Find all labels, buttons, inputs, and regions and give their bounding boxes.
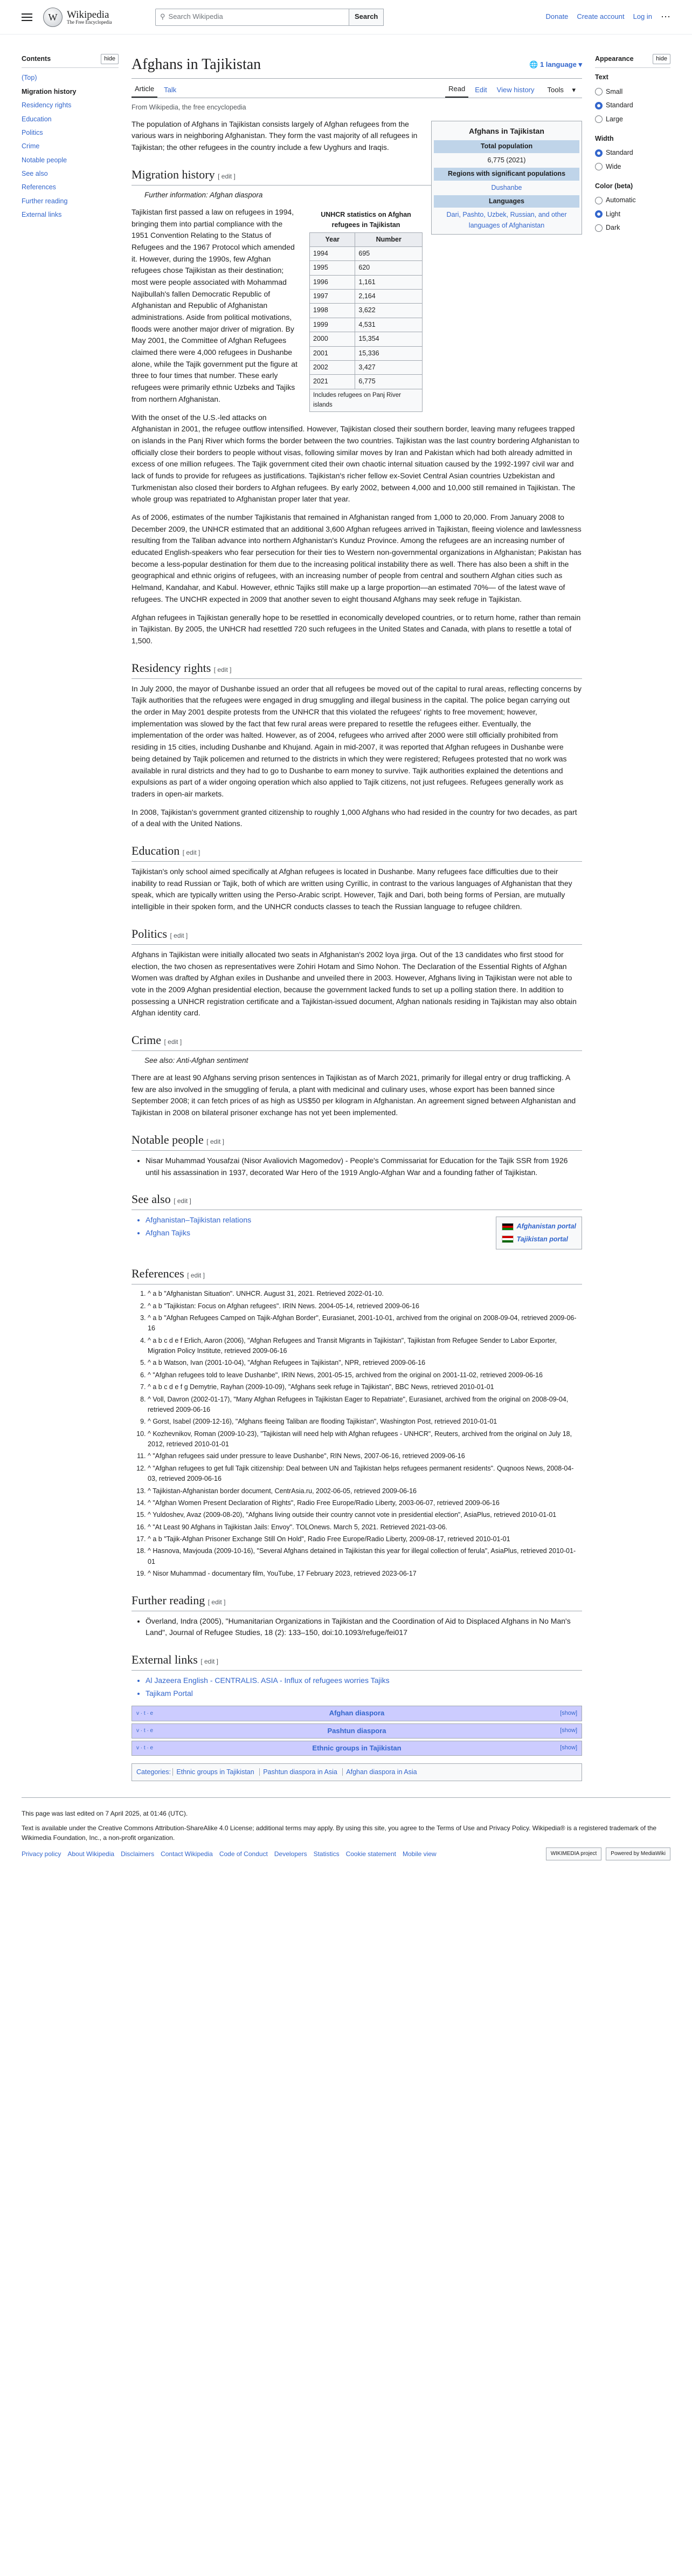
navbox-vte[interactable]: v · t · e xyxy=(136,1745,154,1751)
site-header xyxy=(0,0,692,35)
wikimedia-badge[interactable]: WIKIMEDIA project xyxy=(546,1847,602,1860)
reference-item: 1. ^ a b "Afghanistan Situation". UNHCR. August 31, 2021. Retrieved 2022-01-10. xyxy=(148,1289,582,1299)
section-heading-further xyxy=(132,1591,582,1611)
afghanistan-flag-icon xyxy=(502,1223,514,1231)
reference-item: 15. ^ Yuldoshev, Avaz (2009-08-20), "Afghans living outside their country cannot vote in presidential election", AsiaPlus, retrieved 2010-01-01 xyxy=(148,1510,582,1520)
appearance-hide-button[interactable]: hide xyxy=(653,54,670,64)
toc-item-migration[interactable]: Migration history xyxy=(22,87,77,95)
radio-selected-icon xyxy=(595,210,603,218)
year-cell: 2000 xyxy=(310,332,355,346)
number-cell: 3,427 xyxy=(355,360,423,374)
tajikistan-flag-icon xyxy=(502,1235,514,1243)
radio-icon xyxy=(595,88,603,95)
lead-paragraph: The population of Afghans in Tajikistan consists largely of Afghan refugees from the various wars in neighboring Afghanistan. They form the vast majority of all refugees in Tajikistan; the other refugees in the country include a few Uyghurs and Iraqis. xyxy=(132,119,418,152)
section-heading-external xyxy=(132,1651,582,1671)
external-link[interactable]: • Al Jazeera English - CENTRALIS. ASIA - Influx of refugees worries Tajiks xyxy=(146,1675,582,1687)
year-cell: 2021 xyxy=(310,375,355,389)
radio-small[interactable] xyxy=(595,85,670,99)
page-title: Afghans in Tajikistan xyxy=(132,56,261,73)
portal-link[interactable]: Tajikistan portal xyxy=(516,1235,568,1243)
radio-label: Small xyxy=(606,87,623,95)
edit-section-link[interactable]: [ edit ] xyxy=(200,1658,218,1666)
infobox-header: Languages xyxy=(434,195,579,208)
footer-link[interactable]: Contact Wikipedia xyxy=(161,1850,213,1858)
edit-section-link[interactable]: [ edit ] xyxy=(164,1038,182,1046)
toc-item-references[interactable]: References xyxy=(22,183,56,191)
edit-section-link[interactable]: [ edit ] xyxy=(207,1598,226,1606)
radio-color-light[interactable] xyxy=(595,208,670,221)
table-row xyxy=(310,290,423,304)
heading-text: Education xyxy=(132,843,180,857)
radio-label: Standard xyxy=(606,101,633,109)
hatnote: Further information: Afghan diaspora xyxy=(144,190,263,199)
language-count: 1 language xyxy=(539,60,577,68)
year-cell: 2001 xyxy=(310,346,355,360)
portal-box xyxy=(496,1217,582,1249)
search-input[interactable] xyxy=(155,9,349,26)
tab-tools[interactable]: Tools ▾ xyxy=(541,83,579,98)
page-tabs xyxy=(132,82,582,98)
wikipedia-logo[interactable] xyxy=(43,8,146,27)
table-row xyxy=(310,360,423,374)
footer-link[interactable]: Privacy policy xyxy=(22,1850,61,1858)
number-cell: 2,164 xyxy=(355,290,423,304)
toc-item-crime[interactable]: Crime xyxy=(22,142,40,150)
number-cell: 15,336 xyxy=(355,346,423,360)
navbox-afghan-diaspora xyxy=(132,1706,582,1721)
search-icon: ⚲ xyxy=(160,12,165,21)
list-item: • Överland, Indra (2005), "Humanitarian Organizations in Tajikistan and the Coordination of Aid to Displaced Afghans in No Man's Land", Journal of Refugee Studies, 18 (2): 133–150, doi:10.1093/refuge/fei017 xyxy=(146,1616,582,1639)
radio-icon xyxy=(595,197,603,204)
radio-icon xyxy=(595,163,603,170)
radio-label: Dark xyxy=(606,224,620,232)
edit-section-link[interactable]: [ edit ] xyxy=(218,172,236,180)
radio-width-standard[interactable] xyxy=(595,146,670,160)
year-cell: 1995 xyxy=(310,261,355,275)
column-header: Year xyxy=(310,232,355,246)
navbox-show-button[interactable]: [show] xyxy=(560,1744,577,1751)
article-content xyxy=(119,35,595,1797)
year-cell: 1998 xyxy=(310,304,355,318)
tab-read[interactable]: Read xyxy=(445,81,468,98)
toc-item-residency[interactable]: Residency rights xyxy=(22,101,72,109)
edit-section-link[interactable]: [ edit ] xyxy=(170,931,188,939)
paragraph: There are at least 90 Afghans serving prison sentences in Tajikistan as of March 2021, primarily for illegal entry or drug trafficking. A few are also involved in the smuggling of ferula, a plant with medicinal and culinary uses, whose export has been banned since September 2008; it can fetch prices of as high as US$50 per kilogram in Afghanistan. An agreement signed between Afghanistan and Tajikistan in 2008 on bilateral prisoner exchange has not yet been implemented. xyxy=(132,1073,576,1117)
reference-item: 14. ^ "Afghan Women Present Declaration of Rights", Radio Free Europe/Radio Liberty, 2003-06-07, retrieved 2009-06-16 xyxy=(148,1498,582,1508)
navbox-show-button[interactable]: [show] xyxy=(560,1727,577,1734)
reference-item: 11. ^ "Afghan refugees said under pressure to leave Dushanbe", RIN News, 2007-06-16, retrieved 2009-06-16 xyxy=(148,1451,582,1461)
main-menu-icon[interactable] xyxy=(22,13,32,21)
radio-label: Wide xyxy=(606,162,621,170)
toc-item-notable[interactable]: Notable people xyxy=(22,156,67,164)
heading-text: See also xyxy=(132,1192,171,1206)
heading-text: Further reading xyxy=(132,1593,205,1607)
radio-icon xyxy=(595,115,603,123)
radio-selected-icon xyxy=(595,149,603,157)
reference-item: 4. ^ a b c d e f Erlich, Aaron (2006), "Afghan Refugees and Transit Migrants in Tajikistan", Tajikistan from Refugee Sender to Labor Exporter, Migration Policy Institute, retrieved 2009-06-16 xyxy=(148,1336,582,1357)
table-row xyxy=(310,275,423,289)
paragraph: Afghans in Tajikistan were initially allocated two seats in Afghanistan's 2002 loya jirga. Out of the 13 candidates who first stood for election, the two chosen as representatives were Zohiri Hotam and Simo Nohon. The Declaration of the Essential Rights of Afghan Women was drafted by Afghan exiles in Dushanbe and unveiled there in 2003. However, Afghans living in Tajikistan were not able to vote in the 2009 Afghan presidential election, because the government lacked funds to set up a polling station there. In addition to possessing a UNHCR registration certificate and a Tajikistan-issued document, Afghan nationals residing in Tajikistan may also obtain Afghan identity card. xyxy=(132,950,577,1018)
tools-label: Tools xyxy=(547,86,564,94)
unhcr-statistics-table xyxy=(309,210,423,413)
number-cell: 3,622 xyxy=(355,304,423,318)
heading-text: External links xyxy=(132,1653,198,1667)
appearance-panel xyxy=(595,35,670,1797)
license-text: Text is available under the Creative Commons Attribution-ShareAlike 4.0 License; additional terms may apply. By using this site, you agree to the Terms of Use and Privacy Policy. Wikipedia® is a registered trademark of the Wikimedia Foundation, Inc., a non-profit organization. xyxy=(22,1824,657,1842)
section-heading-references xyxy=(132,1265,582,1284)
list-item: • Nisar Muhammad Yousafzai (Nisor Avaliovich Magomedov) - People's Commissariat for Education for the Tajik SSR from 1926 until his assassination in 1937, decorated War Hero of the 1919 Anglo-Afghan War and a founding father of Tajikistan. xyxy=(146,1155,582,1178)
toc-hide-button[interactable]: hide xyxy=(101,54,119,64)
category-link[interactable]: Ethnic groups in Tajikistan xyxy=(172,1768,257,1776)
radio-label: Standard xyxy=(606,149,633,157)
table-row xyxy=(310,346,423,360)
footer-link[interactable]: Disclaimers xyxy=(121,1850,155,1858)
number-cell: 15,354 xyxy=(355,332,423,346)
navbox-title[interactable]: Ethnic groups in Tajikistan xyxy=(312,1743,402,1752)
section-heading-education xyxy=(132,842,582,862)
footer-link[interactable]: Code of Conduct xyxy=(219,1850,268,1858)
categories-label[interactable]: Categories: xyxy=(136,1768,171,1776)
heading-text: Migration history xyxy=(132,167,215,181)
navbox-title[interactable]: Pashtun diaspora xyxy=(327,1726,386,1735)
footer-link[interactable]: Mobile view xyxy=(402,1850,437,1858)
toc-item-external[interactable]: External links xyxy=(22,211,62,219)
search-placeholder: Search Wikipedia xyxy=(168,12,223,21)
year-cell: 2002 xyxy=(310,360,355,374)
heading-text: Residency rights xyxy=(132,661,211,675)
logo-title: Wikipedia xyxy=(67,9,109,20)
heading-text: Politics xyxy=(132,926,168,940)
hatnote: See also: Anti-Afghan sentiment xyxy=(144,1056,248,1065)
color-label: Color (beta) xyxy=(595,182,633,190)
number-cell: 620 xyxy=(355,261,423,275)
navbox-show-button[interactable]: [show] xyxy=(560,1710,577,1717)
login-link[interactable]: Log in xyxy=(633,12,652,21)
infobox-header: Regions with significant populations xyxy=(434,168,579,180)
references-list xyxy=(148,1289,582,1579)
navbox-title[interactable]: Afghan diaspora xyxy=(329,1709,385,1718)
paragraph: Tajikistan first passed a law on refugees in 1994, bringing them into partial compliance with the 1951 Convention Relating to the Status of Refugees and the 1967 Protocol which amended it. However, during the 1990s, few Afghan refugees chose Tajikistan as their destination; most were people associated with Mohammad Najibullah's fallen Democratic Republic of Afghanistan and Republic of Afghanistan administrations. Aside from political motivations, floods were another major driver of migration. By May 2001, the Committee of Afghan Refugees claimed there were 4,000 refugees in Dushanbe alone, while the Tajik government put the figure at three to four times that number. These early refugees were primarily ethnic Uzbeks and Tajiks from northern Afghanistan. xyxy=(132,207,297,403)
section-heading-residency xyxy=(132,659,582,679)
navbox-vte[interactable]: v · t · e xyxy=(136,1727,154,1734)
reference-item: 16. ^ "At Least 90 Afghans in Tajikistan Jails: Envoy". TOLOnews. March 5, 2021. Retrieved 2021-03-06. xyxy=(148,1522,582,1533)
more-options-icon[interactable]: ⋯ xyxy=(661,11,670,22)
appearance-title: Appearance xyxy=(595,55,634,63)
radio-icon xyxy=(595,224,603,232)
page-footer xyxy=(22,1797,670,1876)
paragraph: Afghan refugees in Tajikistan generally hope to be resettled in economically developed countries, or to return home, rather than remain in Tajikistan. By 2005, the UNHCR had resettled 720 such refugees in the United States and Canada, with plans to resettle a total of 1,500. xyxy=(132,613,581,645)
reference-item: 3. ^ a b "Afghan Refugees Camped on Tajik-Afghan Border", Eurasianet, 2001-10-01, archived from the original on 2008-09-04, retrieved 2009-06-16 xyxy=(148,1313,582,1334)
table-of-contents xyxy=(22,35,119,1797)
logo-subtitle: The Free Encyclopedia xyxy=(67,19,112,25)
search-button[interactable]: Search xyxy=(349,9,384,26)
table-row xyxy=(310,304,423,318)
number-cell: 1,161 xyxy=(355,275,423,289)
number-cell: 6,775 xyxy=(355,375,423,389)
reference-item: 8. ^ Voll, Davron (2002-01-17), "Many Afghan Refugees in Tajikistan Eager to Repatriate", Eurasianet, archived from the original on 2008-09-04, retrieved 2009-06-16 xyxy=(148,1395,582,1416)
edit-section-link[interactable]: [ edit ] xyxy=(213,665,232,674)
toc-item-education[interactable]: Education xyxy=(22,115,52,123)
edit-section-link[interactable]: [ edit ] xyxy=(206,1137,224,1145)
create-account-link[interactable]: Create account xyxy=(577,12,625,21)
radio-standard[interactable] xyxy=(595,99,670,112)
heading-text: References xyxy=(132,1267,184,1281)
from-wikipedia: From Wikipedia, the free encyclopedia xyxy=(132,104,246,112)
paragraph: With the onset of the U.S.-led attacks on Afghanistan in 2001, the refugee outflow intensified. However, Tajikistan closed their southern border, leaving many refugees trapped on islands in the Panj River which forms the border between the two countries. Tajikistan was the last country bordering Afghanistan to officially close their borders to people without visas, following similar moves by Iran and Pakistan which had both already admitted in excess of one million refugees. The Tajik government cited their own chaotic internal situation caused by the 1992-1997 civil war and lack of funds to provide for refugees as justifications. Tajikistan's richer fellow ex-Soviet Central Asian countries Uzbekistan and Turkmenistan also closed their borders to Afghan refugees. By early 2002, between 4,000 and 10,000 still remained in Tajikistan. The whole group was repatriated to Afghanistan proper later that year. xyxy=(132,413,579,504)
paragraph: As of 2006, estimates of the number Tajikistanis that remained in Afghanistan ranged from 1,000 to 20,000. From January 2008 to December 2009, the UNHCR estimated that an additional 3,600 Afghan refugees arrived in Tajikistan, fleeing violence and lawlessness resulting from the Taliban advance into northern Afghanistan's Kunduz Province. Among the refugees are an increasing number of educated English-speakers who fear persecution for their ties to Western non-governmental organizations in Afghanistan; Pakistan has become a less-popular destination for them due to the increasing political instability there as well. There has also been a shift in the geographical and ethnic origins of refugees, with an increasing number of people from central and southern Afghan cities such as Helmand, Kandahar, and Kabul. However, ethnic Tajiks still make up a large proportion—an estimated 70%— of the latest wave of refugees. The UNCHR expected in 2009 that another seven to eight thousand Afghans may seek refuge in Tajikistan. xyxy=(132,513,582,603)
category-link[interactable]: Pashtun diaspora in Asia xyxy=(259,1768,341,1776)
category-link[interactable]: Afghan diaspora in Asia xyxy=(342,1768,420,1776)
table-row xyxy=(310,375,423,389)
paragraph: In 2008, Tajikistan's government granted citizenship to roughly 1,000 Afghans who had resided in the country for two decades, as part of a deal with the United Nations. xyxy=(132,807,577,828)
radio-color-dark[interactable] xyxy=(595,221,670,235)
number-cell: 4,531 xyxy=(355,318,423,332)
footer-link[interactable]: Statistics xyxy=(313,1850,340,1858)
last-edited: This page was last edited on 7 April 2025, at 01:46 (UTC). xyxy=(22,1810,188,1818)
reference-item: 6. ^ "Afghan refugees told to leave Dushanbe", IRIN News, 2001-05-15, archived from the original on 2001-11-02, retrieved 2009-06-16 xyxy=(148,1370,582,1380)
portal-link[interactable]: Afghanistan portal xyxy=(516,1222,576,1231)
text-size-label: Text xyxy=(595,73,608,81)
width-label: Width xyxy=(595,134,614,142)
navbox-ethnic-groups xyxy=(132,1741,582,1756)
toc-item-seealso[interactable]: See also xyxy=(22,170,48,177)
column-header: Number xyxy=(355,232,423,246)
reference-item: 9. ^ Gorst, Isabel (2009-12-16), "Afghans fleeing Taliban are flooding Tajikistan", Washington Post, retrieved 2010-01-01 xyxy=(148,1417,582,1427)
number-cell: 695 xyxy=(355,246,423,260)
see-also-link[interactable]: • Afghan Tajiks xyxy=(146,1227,582,1239)
radio-label: Light xyxy=(606,210,621,218)
section-heading-seealso xyxy=(132,1190,582,1210)
section-heading-notable xyxy=(132,1131,582,1151)
infobox-value[interactable]: Dari, Pashto, Uzbek, Russian, and other languages of Afghanistan xyxy=(446,211,567,229)
heading-text: Notable people xyxy=(132,1132,204,1146)
navbox-vte[interactable]: v · t · e xyxy=(136,1710,154,1716)
reference-item: 18. ^ Hasnova, Mavjouda (2009-10-16), "Several Afghans detained in Tajikistan this year for illegal collection of ferula", AsiaPlus, retrieved 2010-01-01 xyxy=(148,1546,582,1567)
radio-color-automatic[interactable] xyxy=(595,194,670,207)
table-note: Includes refugees on Panj River islands xyxy=(309,389,423,413)
year-cell: 1994 xyxy=(310,246,355,260)
language-button[interactable]: 🌐 1 language ▾ xyxy=(529,60,582,68)
reference-item: 5. ^ a b Watson, Ivan (2001-10-04), "Afghan Refugees in Tajikistan", NPR, retrieved 2009-06-16 xyxy=(148,1358,582,1368)
tab-history[interactable]: View history xyxy=(496,86,535,94)
table-row xyxy=(310,261,423,275)
infobox-value[interactable]: Dushanbe xyxy=(491,183,522,191)
mediawiki-badge[interactable]: Powered by MediaWiki xyxy=(606,1847,670,1860)
reference-item: 19. ^ Nisor Muhammad - documentary film, YouTube, 17 February 2023, retrieved 2023-06-17 xyxy=(148,1569,582,1579)
heading-text: Crime xyxy=(132,1033,161,1047)
section-heading-politics xyxy=(132,925,582,945)
categories-box xyxy=(132,1763,582,1781)
reference-item: 17. ^ a b "Tajik-Afghan Prisoner Exchange Still On Hold", Radio Free Europe/Radio Liberty, 2009-08-17, retrieved 2010-01-01 xyxy=(148,1534,582,1544)
reference-item: 13. ^ Tajikistan-Afghanistan border document, CentrAsia.ru, 2002-06-05, retrieved 2009-06-16 xyxy=(148,1486,582,1496)
edit-section-link[interactable]: [ edit ] xyxy=(182,848,200,856)
infobox-header: Total population xyxy=(434,140,579,153)
toc-title: Contents xyxy=(22,55,51,63)
radio-large[interactable] xyxy=(595,113,670,126)
table-row xyxy=(310,318,423,332)
year-cell: 1997 xyxy=(310,290,355,304)
toc-item-further[interactable]: Further reading xyxy=(22,197,68,205)
table-caption: UNHCR statistics on Afghan refugees in Tajikistan xyxy=(321,210,411,229)
toc-item-politics[interactable]: Politics xyxy=(22,128,43,136)
external-link[interactable]: • Tajikam Portal xyxy=(146,1688,582,1700)
infobox-value: 6,775 (2021) xyxy=(487,156,526,164)
tab-edit[interactable]: Edit xyxy=(475,86,487,94)
reference-item: 2. ^ a b "Tajikistan: Focus on Afghan refugees". IRIN News. 2004-05-14, retrieved 2009-06-16 xyxy=(148,1301,582,1311)
reference-item: 12. ^ "Afghan refugees to get full Tajik citizenship: Deal between UN and Tajikistan helps refugees permanent residents". Quqnoos News, 2008-04-03, retrieved 2009-06-16 xyxy=(148,1464,582,1485)
search-form xyxy=(155,9,384,26)
section-heading-crime xyxy=(132,1031,582,1051)
radio-label: Large xyxy=(606,115,623,123)
edit-section-link[interactable]: [ edit ] xyxy=(187,1272,205,1280)
footer-link[interactable]: Cookie statement xyxy=(345,1850,396,1858)
radio-width-wide[interactable] xyxy=(595,160,670,174)
year-cell: 1999 xyxy=(310,318,355,332)
paragraph: In July 2000, the mayor of Dushanbe issued an order that all refugees be moved out of the capital to rural areas, reflecting concerns by Tajik authorities that the refugees were engaged in drug smuggling and illegal business in the capital. The police began carrying out the order in May 2001 despite protests from the UNHCR that this violated the refugees' rights to free movement; however, implementation was slowed by the fact that few rural areas were prepared to resettle the refugees either. Eventually, the implementation of the order was halted. However, as of 2004, refugees who arrived after 2000 were still officially prohibited from residing in 15 cities, including Dushanbe and Khujand. Again in mid-2007, it was reported that Afghan refugees in Dushanbe were being detained by Tajik policemen and returned to the districts in which they were registered; Refugees protested that no work was available in rural districts and they had to go to Dushanbe to earn money to survive. Tajik authorities explained the detentions and expulsions as part of a wider ongoing operation which also applied to Tajik citizens, not just refugees. Refugees generally work as traders in open-air markets. xyxy=(132,684,582,798)
year-cell: 1996 xyxy=(310,275,355,289)
radio-label: Automatic xyxy=(606,196,636,204)
donate-link[interactable]: Donate xyxy=(545,12,569,21)
tab-article[interactable]: Article xyxy=(132,81,157,98)
see-also-link[interactable]: • Afghanistan–Tajikistan relations xyxy=(146,1214,582,1226)
table-row xyxy=(310,332,423,346)
infobox xyxy=(431,121,582,235)
edit-section-link[interactable]: [ edit ] xyxy=(174,1197,191,1205)
radio-selected-icon xyxy=(595,102,603,109)
navbox-pashtun-diaspora xyxy=(132,1723,582,1739)
footer-link[interactable]: Developers xyxy=(274,1850,307,1858)
toc-item-top[interactable]: (Top) xyxy=(22,74,37,82)
infobox-title: Afghans in Tajikistan xyxy=(469,126,544,135)
footer-link[interactable]: About Wikipedia xyxy=(67,1850,115,1858)
wikipedia-globe-icon: W xyxy=(43,8,63,27)
tab-talk[interactable]: Talk xyxy=(164,86,177,94)
reference-item: 10. ^ Kozhevnikov, Roman (2009-10-23), "Tajikistan will need help with Afghan refugees - UNHCR", Reuters, archived from the original on July 18, 2012, retrieved 2010-01-01 xyxy=(148,1429,582,1450)
table-row xyxy=(310,246,423,260)
paragraph: Tajikistan's only school aimed specifically at Afghan refugees is located in Dushanbe. Many refugees face difficulties due to their inability to read Russian or Tajik, both of which are written using Cyrillic, in contrast to the various languages of Afghanistan that they speak, which are typically written using the Perso-Arabic script. However, Tajik and Dari, both being forms of Persian, are mutually intelligible in their spoken form, and the UNHCR conducts classes to teach the Russian language to refugee children. xyxy=(132,867,572,911)
reference-item: 7. ^ a b c d e f g Demytrie, Rayhan (2009-10-09), "Afghans seek refuge in Tajikistan", BBC News, retrieved 2010-01-01 xyxy=(148,1382,582,1392)
